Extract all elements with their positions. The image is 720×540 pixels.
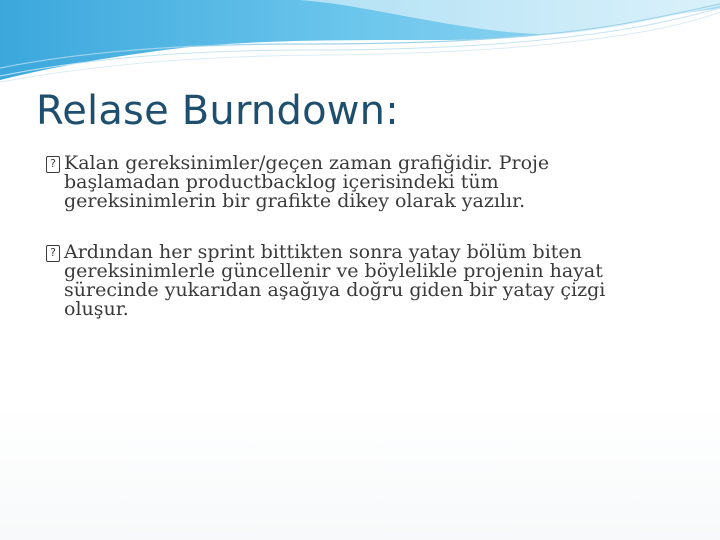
bullet-paragraph-2 [46, 243, 666, 319]
paragraph-line: Ardından her sprint bittikten sonra yatay bölüm biten [64, 241, 582, 263]
paragraph-line: gereksinimlerin bir grafikte dikey olarak yazılır. [64, 190, 526, 212]
slide-title: Relase Burndown: [36, 88, 399, 134]
bullet-icon [46, 156, 60, 173]
bullet-paragraph-1 [46, 154, 666, 211]
paragraph-line: oluşur. [64, 298, 129, 320]
wave-header-decoration [0, 0, 720, 90]
paragraph-line: gereksinimlerle güncellenir ve böylelikle projenin hayat [64, 260, 603, 282]
paragraph-line: başlamadan productbacklog içerisindeki tüm [64, 171, 499, 193]
paragraph-line: Kalan gereksinimler/geçen zaman grafiğidir. Proje [64, 152, 550, 174]
slide-body [46, 154, 666, 351]
bullet-icon [46, 245, 60, 262]
paragraph-line: sürecinde yukarıdan aşağıya doğru giden bir yatay çizgi [64, 279, 606, 301]
